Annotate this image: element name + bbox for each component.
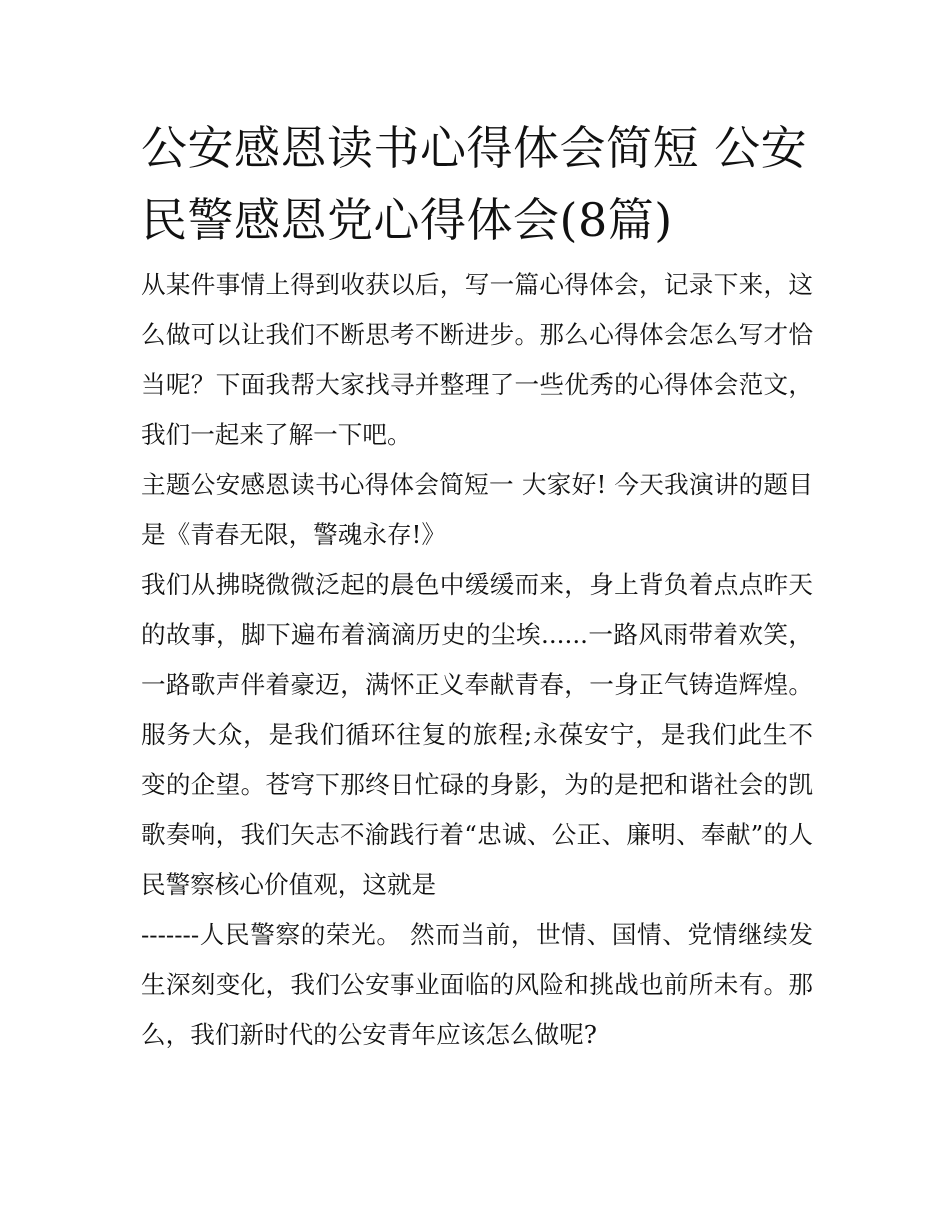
paragraph-intro: 从某件事情上得到收获以后，写一篇心得体会，记录下来，这么做可以让我们不断思考不断进步。那么心得体会怎么写才恰当呢？下面我帮大家找寻并整理了一些优秀的心得体会范文，我们一起来了解一下吧。 — [141, 270, 813, 449]
document-body — [141, 112, 813, 1060]
document-title: 公安感恩读书心得体会简短 公安民警感恩党心得体会(8篇) — [141, 121, 808, 247]
paragraph-speech-question: -------人民警察的荣光。 然而当前，世情、国情、党情继续发生深刻变化，我们公安事业面临的风险和挑战也前所未有。那么，我们新时代的公安青年应该怎么做呢? — [141, 920, 813, 1049]
paragraph-speech-opening: 主题公安感恩读书心得体会简短一 大家好! 今天我演讲的题目是《青春无限，警魂永存!》 — [141, 470, 813, 549]
paragraph-speech-body: 我们从拂晓微微泛起的晨色中缓缓而来，身上背负着点点昨天的故事，脚下遍布着滴滴历史的尘埃......一路风雨带着欢笑，一路歌声伴着豪迈，满怀正义奉献青春，一身正气铸造辉煌。服务大众，是我们循环往复的旅程;永葆安宁，是我们此生不变的企望。苍穹下那终日忙碌的身影，为的是把和谐社会的凯歌奏响，我们矢志不渝践行着“忠诚、公正、廉明、奉献”的人民警察核心价值观，这就是 — [141, 570, 813, 899]
